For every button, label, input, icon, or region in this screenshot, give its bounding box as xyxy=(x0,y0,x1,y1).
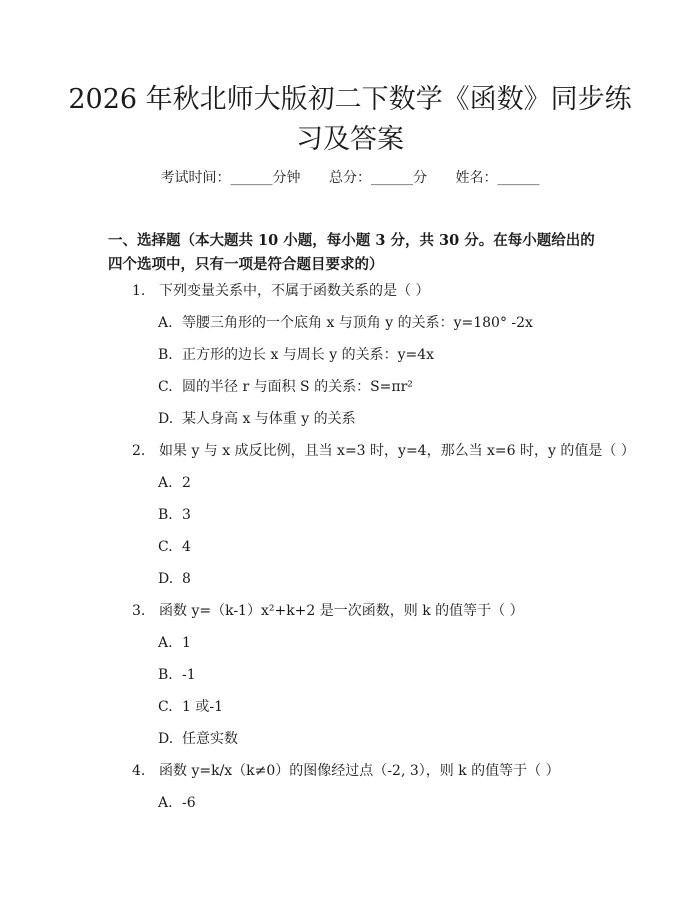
document-title: 2026 年秋北师大版初二下数学《函数》同步练习及答案 xyxy=(68,84,632,155)
option-letter: A. xyxy=(158,635,173,651)
option-letter: C. xyxy=(158,379,173,395)
option-letter: A. xyxy=(158,795,173,811)
option-text: 1 或-1 xyxy=(182,699,223,715)
option-1b xyxy=(158,345,434,365)
question-text: 函数 y=（k-1）x²+k+2 是一次函数，则 k 的值等于（ ） xyxy=(159,603,524,619)
question-number: 4. xyxy=(132,763,146,779)
option-2c xyxy=(158,537,191,557)
exam-info xyxy=(0,168,700,188)
option-text: 等腰三角形的一个底角 x 与顶角 y 的关系：y=180° -2x xyxy=(182,315,533,331)
student-name: 姓名：______ xyxy=(455,170,540,186)
option-letter: B. xyxy=(158,347,173,363)
option-1a xyxy=(158,313,533,333)
option-3d xyxy=(158,729,238,749)
option-text: -1 xyxy=(182,667,196,683)
option-text: -6 xyxy=(182,795,196,811)
question-number: 1. xyxy=(132,283,146,299)
question-4 xyxy=(132,761,560,781)
option-4a xyxy=(158,793,196,813)
option-2d xyxy=(158,569,191,589)
option-letter: D. xyxy=(158,731,174,747)
question-2 xyxy=(132,441,635,461)
option-3a xyxy=(158,633,191,653)
option-3c xyxy=(158,697,223,717)
option-letter: C. xyxy=(158,699,173,715)
option-letter: C. xyxy=(158,539,173,555)
question-number: 2. xyxy=(132,443,146,459)
option-letter: D. xyxy=(158,571,174,587)
option-letter: A. xyxy=(158,475,173,491)
option-text: 2 xyxy=(182,475,191,491)
option-2b xyxy=(158,505,191,525)
question-3 xyxy=(132,601,524,621)
question-number: 3. xyxy=(132,603,146,619)
section-heading: 一、选择题（本大题共 10 小题，每小题 3 分，共 30 分。在每小题给出的四个选项中，只有一项是符合题目要求的） xyxy=(108,232,595,273)
question-text: 函数 y=k/x（k≠0）的图像经过点（-2, 3），则 k 的值等于（ ） xyxy=(159,763,560,779)
question-text: 如果 y 与 x 成反比例，且当 x=3 时，y=4，那么当 x=6 时，y 的值是（ ） xyxy=(159,443,635,459)
option-text: 圆的半径 r 与面积 S 的关系：S=πr² xyxy=(182,379,413,395)
option-3b xyxy=(158,665,196,685)
option-text: 8 xyxy=(182,571,191,587)
option-1d xyxy=(158,409,356,429)
question-text: 下列变量关系中，不属于函数关系的是（ ） xyxy=(159,283,430,299)
option-text: 3 xyxy=(182,507,191,523)
total-score: 总分：______分 xyxy=(329,170,427,186)
question-1 xyxy=(132,281,429,301)
option-text: 正方形的边长 x 与周长 y 的关系：y=4x xyxy=(182,347,435,363)
option-letter: A. xyxy=(158,315,173,331)
option-text: 某人身高 x 与体重 y 的关系 xyxy=(182,411,356,427)
option-2a xyxy=(158,473,191,493)
option-text: 任意实数 xyxy=(182,731,238,747)
option-text: 1 xyxy=(182,635,191,651)
option-letter: B. xyxy=(158,507,173,523)
option-text: 4 xyxy=(182,539,191,555)
exam-time: 考试时间：______分钟 xyxy=(160,170,301,186)
option-letter: D. xyxy=(158,411,174,427)
option-1c xyxy=(158,377,413,397)
option-letter: B. xyxy=(158,667,173,683)
